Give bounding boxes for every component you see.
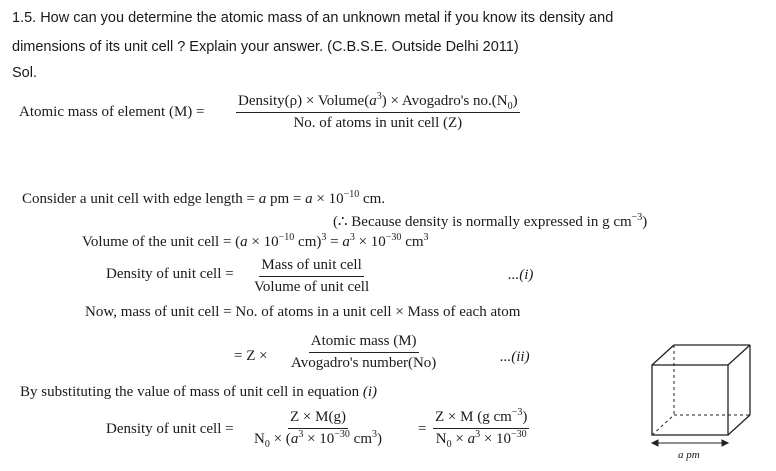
equals-sign-2: = [418, 421, 427, 437]
density-numerator-1: Mass of unit cell [259, 257, 363, 277]
density-denominator-3: $N_0 \times a^3 \times 10^{-30}$ [435, 429, 527, 450]
formula-lhs: Atomic mass of element (M) = [19, 104, 205, 120]
cube-hidden-diagonal-edge [652, 415, 674, 435]
cube-top-left-edge [652, 345, 674, 365]
z-numerator: Atomic mass (M) [309, 333, 419, 353]
density-fraction-2 [252, 409, 384, 448]
density-label-2: Density of unit cell = [106, 421, 234, 437]
formula-denominator: No. of atoms in unit cell (Z) [293, 115, 463, 131]
question-line-2: dimensions of its unit cell ? Explain your answer. (C.B.S.E. Outside Delhi 2011) [12, 39, 519, 55]
question-line-1: 1.5. How can you determine the atomic mass of an unknown metal if you know its density and [12, 10, 614, 26]
density-denominator-1: Volume of unit cell [254, 279, 370, 295]
equation-ref-ii: ...(ii) [500, 349, 530, 365]
consider-line: Consider a unit cell with edge length = a pm = $a \times 10^{-10}$ cm. [22, 189, 386, 207]
arrow-head-left [652, 440, 658, 446]
z-times: = Z × [234, 348, 268, 364]
cube-edge-label: a pm [678, 449, 700, 461]
density-fraction-1 [252, 257, 371, 296]
z-fraction [289, 333, 438, 372]
sol-label: Sol. [12, 65, 37, 81]
density-numerator-3: Z × M (g $cm^{-3}$) [433, 409, 529, 429]
unit-cell-cube-diagram [640, 335, 770, 460]
formula-fraction [236, 93, 520, 132]
because-note: (∴ Because density is normally expressed in g $cm^{-3}$) [333, 212, 648, 230]
mass-line: Now, mass of unit cell = No. of atoms in a unit cell × Mass of each atom [85, 304, 521, 320]
z-denominator: Avogadro's number(No) [291, 355, 437, 371]
density-fraction-3 [433, 409, 529, 448]
density-denominator-2: $N_0 \times (a^3 \times 10^{-30}$ $cm^3$) [254, 429, 382, 450]
equation-ref-i: ...(i) [508, 267, 534, 283]
volume-line: Volume of the unit cell = ($a \times 10^{-10}$ $cm)^3 = a^3 \times 10^{-30}$ $cm^3$ [82, 232, 429, 250]
density-numerator-2: Z × M(g) [288, 409, 348, 429]
cube-front-face [652, 365, 728, 435]
cube-bottom-right-edge [728, 415, 750, 435]
density-label-1: Density of unit cell = [106, 266, 234, 282]
formula-numerator: Density(ρ) × $Volume(a^3)$ × Avogadro's $no.(N_0)$ [238, 91, 518, 112]
cube-top-right-edge [728, 345, 750, 365]
substituting-line: By substituting the value of mass of unit cell in equation (i) [20, 384, 378, 400]
arrow-head-right [722, 440, 728, 446]
